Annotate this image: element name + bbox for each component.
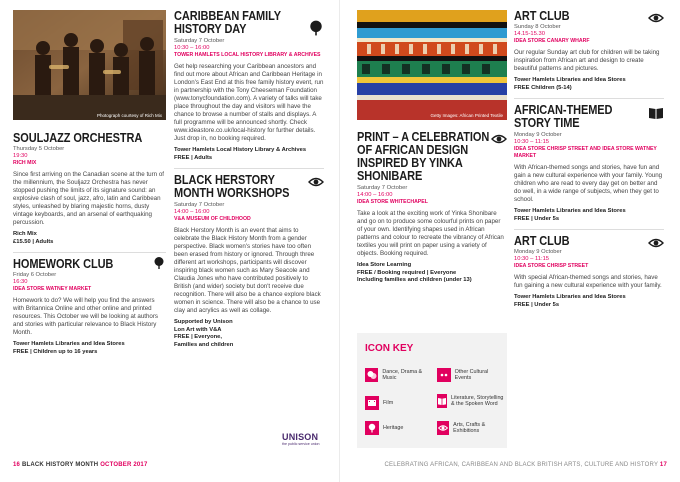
photo-caption: Photograph courtesy of Rich Mix — [96, 113, 162, 118]
event-organiser: Tower Hamlets Libraries and Idea Stores — [13, 341, 125, 347]
event-title-line2: HISTORY DAY — [174, 22, 247, 36]
event-description: With African-themed songs and stories, have fun and gain a new cultural experience with your family. Young children who are read to every day get on better and do well, in a wide range of subjects, when they get to school. — [514, 164, 663, 203]
event-title-line3: INSPIRED BY YINKA — [357, 156, 463, 170]
key-label: Literature, Storytelling & the Spoken Word — [451, 394, 504, 407]
event-price: FREE | Everyone, — [174, 334, 223, 340]
event-date: Friday 6 October — [13, 272, 57, 278]
divider — [514, 98, 664, 99]
key-literature — [437, 394, 505, 408]
icon-key-title: ICON KEY — [365, 343, 414, 354]
right-column-1 — [357, 10, 507, 285]
other-events-icon — [437, 368, 451, 382]
event-description: Our regular Sunday art club for children will be taking inspiration from African art and design to create beautiful patterns and pictures. — [514, 49, 660, 72]
footer-title: BLACK HISTORY MONTH — [21, 462, 99, 468]
event-organiser: Rich Mix — [13, 231, 37, 237]
event-time: 14:00 – 16:00 — [357, 192, 393, 198]
book-icon — [648, 106, 664, 120]
right-footer — [385, 462, 667, 468]
event-title-line1: PRINT – A CELEBRATION — [357, 130, 490, 144]
left-column — [13, 10, 166, 356]
band-photo-image — [13, 10, 166, 120]
event-time: 14.15-15.30 — [514, 31, 545, 37]
event-venue: IDEA STORE CANARY WHARF — [514, 38, 590, 44]
eye-icon — [648, 237, 664, 249]
event-title-line1: AFRICAN-THEMED — [514, 103, 613, 117]
event-venue: RICH MIX — [13, 160, 37, 166]
icon-key — [357, 333, 507, 448]
event-time: 19:30 — [13, 153, 28, 159]
event-price: FREE | Adults — [174, 154, 213, 161]
event-price: FREE | Children up to 16 years — [13, 348, 98, 355]
footer-tagline: CELEBRATING AFRICAN, CARIBBEAN AND BLACK BRITISH ARTS, CULTURE AND HISTORY — [384, 462, 659, 468]
event-title-line2: STORY TIME — [514, 116, 580, 130]
key-heritage — [365, 421, 435, 435]
divider — [174, 168, 324, 169]
key-label: Dance, Drama & Music — [382, 368, 423, 381]
event-organiser: Tower Hamlets Libraries and Idea Stores — [514, 77, 626, 83]
tree-icon — [308, 20, 324, 36]
event-date: Thursday 5 October — [13, 146, 65, 152]
eye-icon — [648, 12, 664, 24]
drama-masks-icon — [365, 368, 378, 382]
event-date: Saturday 7 October — [174, 38, 225, 44]
unison-tagline: the public service union — [282, 442, 320, 446]
event-price: £15.50 | Adults — [13, 238, 54, 245]
event-description: With special African-themed songs and stories, have fun gaining a new cultural experience with your family. — [514, 274, 662, 289]
tree-icon — [152, 256, 166, 270]
event-title-line2: MONTH WORKSHOPS — [174, 186, 290, 200]
event-price: FREE Children (5-14) — [514, 84, 572, 91]
arts-crafts-icon — [437, 421, 449, 435]
event-title-line1: BLACK HERSTORY — [174, 173, 275, 187]
event-audience: Families and children — [174, 341, 234, 348]
event-date: Monday 9 October — [514, 132, 562, 138]
event-description: Take a look at the exciting work of Yinka Shonibare and go on to produce some colourful prints on paper of your own. Identifying shapes used in African patterns and colour to recreate the vibrancy of African textiles you will print on paper using a variety of objects. Booking required. — [357, 210, 504, 257]
event-description: Black Herstory Month is an event that aims to celebrate the Black History Month from a gender perspective. Black women's stories have too often been erased from history or ignored. Through three different art workshops, participants will discover inspiring black women such as Mary Seacole and Claudia Jones who have contributed positively to British (and wider) society but don't receive due recognition. There will also be a chance explore black women in science. There will also be a chance to use clay and acrylics as well as collage. — [174, 227, 321, 314]
eye-icon — [491, 133, 507, 145]
key-label: Heritage — [383, 424, 404, 431]
unison-logo — [282, 432, 322, 446]
event-date: Saturday 7 October — [357, 185, 408, 191]
key-label: Film — [383, 399, 394, 406]
event-title-line4: SHONIBARE — [357, 169, 423, 183]
event-print — [357, 131, 507, 285]
photo-caption: Getty Images: African Printed Textile — [430, 113, 503, 118]
event-organiser: Tower Hamlets Libraries and Idea Stores — [514, 208, 626, 214]
right-column-2 — [514, 10, 664, 309]
event-herstory — [174, 174, 324, 349]
event-organiser: Tower Hamlets Libraries and Idea Stores — [514, 294, 626, 300]
event-organiser: Idea Store Learning — [357, 262, 412, 268]
key-arts-crafts — [437, 421, 505, 435]
event-support: Supported by Unison — [174, 319, 233, 325]
unison-logo-text: UNISON — [282, 432, 319, 442]
event-time: 10:30 – 11:15 — [514, 139, 550, 145]
event-venue: IDEA STORE WHITECHAPEL — [357, 199, 428, 205]
film-icon — [365, 396, 379, 410]
divider — [514, 229, 664, 230]
middle-column — [174, 10, 324, 349]
divider — [13, 252, 166, 253]
literature-icon — [437, 394, 447, 408]
event-date: Monday 9 October — [514, 249, 562, 255]
event-price: FREE / Booking required | Everyone — [357, 269, 457, 276]
event-venue: IDEA STORE CHRISP STREET AND IDEA STORE WATNEY MARKET — [514, 146, 657, 159]
event-description: Get help researching your Caribbean ancestors and find out more about African and Caribbean Heritage in London's East End at this free family history event, run in partnership with the Tony Cheeseman Foundation (www.tonycfoundation.com). A variety of talks will take place throughout the day and visitors will have the chance to browse a number of stalls and displays. A full programme will be announced shortly. Check www.ideastore.co.uk/local-history for further details. Just drop in, no booking required. — [174, 63, 324, 142]
event-date: Sunday 8 October — [514, 24, 561, 30]
event-title: ART CLUB — [514, 9, 570, 23]
event-time: 10:30 – 11:15 — [514, 256, 550, 262]
event-venue: TOWER HAMLETS LOCAL HISTORY LIBRARY & ARCHIVES — [174, 52, 321, 58]
key-other-events — [437, 368, 505, 382]
event-title-line1: CARIBBEAN FAMILY — [174, 9, 281, 23]
event-time: 16:30 — [13, 279, 28, 285]
event-storytime — [514, 104, 664, 223]
event-organiser: Tower Hamlets Local History Library & Archives — [174, 147, 307, 153]
key-label: Other Cultural Events — [454, 368, 489, 381]
event-price: FREE | Under 5s — [514, 215, 560, 222]
event-artclub-2 — [514, 235, 664, 309]
footer-month: OCTOBER 2017 — [100, 462, 148, 468]
event-title-line2: OF AFRICAN DESIGN — [357, 143, 469, 157]
left-footer — [13, 462, 148, 468]
key-label: Arts, Crafts & Exhibitions — [453, 421, 486, 434]
page-number: 16 — [13, 462, 21, 468]
key-dance-drama-music — [365, 368, 435, 382]
eye-icon — [308, 176, 324, 188]
event-description: Since first arriving on the Canadian scene at the turn of the millennium, the Souljazz Orchestra has never stopped pushing the limits of its signature sound: an explosive clash of soul, jazz, afro, latin and Caribbean styles, unleashed by blaring majestic horns, dusty vintage keyboards, and an arsenal of earthquaking percussion. — [13, 171, 164, 226]
event-date: Saturday 7 October — [174, 202, 225, 208]
event-venue: IDEA STORE CHRISP STREET — [514, 263, 589, 269]
event-time: 10:30 – 16:00 — [174, 45, 210, 51]
page-number: 17 — [659, 462, 667, 468]
heritage-icon — [365, 421, 379, 435]
event-homework — [13, 258, 166, 356]
event-venue: V&A MUSEUM OF CHILDHOOD — [174, 216, 251, 222]
event-souljazz — [13, 132, 166, 246]
textile-photo — [357, 10, 507, 120]
event-audience: Including families and children (under 13) — [357, 277, 472, 283]
event-price: FREE | Under 5s — [514, 301, 560, 308]
event-artclub-1 — [514, 10, 664, 92]
event-title: HOMEWORK CLUB — [13, 257, 114, 271]
event-description: Homework to do? We will help you find the answers with Britannica Online and other online and printed resources. This October we will be looking at authors and stories with particular relevance to Black History Month. — [13, 297, 159, 336]
key-film — [365, 396, 435, 410]
band-photo — [13, 10, 166, 120]
textile-photo-image — [357, 10, 507, 120]
event-partner: Lon Art with V&A — [174, 326, 222, 333]
event-caribbean — [174, 10, 324, 162]
event-time: 14:00 – 16:00 — [174, 209, 210, 215]
event-title: ART CLUB — [514, 234, 570, 248]
event-venue: IDEA STORE WATNEY MARKET — [13, 286, 92, 292]
event-title: SOULJAZZ ORCHESTRA — [13, 131, 143, 145]
